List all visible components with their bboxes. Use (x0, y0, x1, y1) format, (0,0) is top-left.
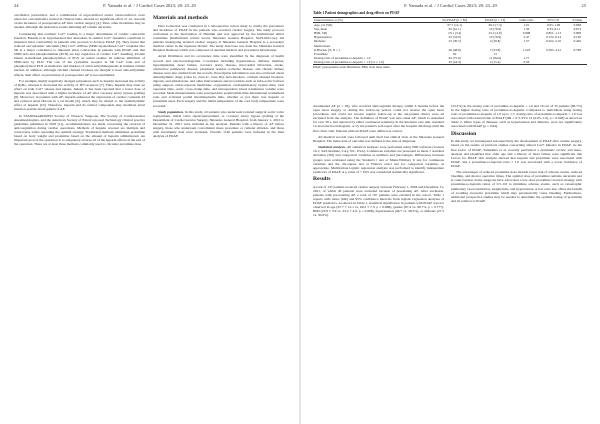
header-cell: Characteristics, n (%) (313, 17, 433, 22)
paragraph: The advantages of reduced protamine dose include lower risk of adverse events, reduced bleeding, and shorter operative times. The optimal dose of protamine remains uncertain and is controversial. Some surgeons have advocated a low-dose protamine reversal strategy with protamine-to-heparin ratios of 0.5–0.6 to minimize adverse events, such as catastrophic pulmonary vasoconstriction, anaphylaxis, and hypotension. A low ratio also offers the benefit of avoiding excessive protamine which may paradoxically cause bleeding. Furthermore, additional prospective studies may be needed to determine the optimal dosing of protamine and its relation to POAF. (451, 170, 582, 203)
section-heading-results: Results (313, 176, 331, 183)
table-cell: 23.1 (3.4) (448, 31, 462, 36)
table-cell: β-Blocker (Y, N = ) (314, 47, 340, 52)
paragraph: All medical records were followed until their last clinical visit, at the Shizuoka General Hospital. The index date of outcome was defined as the date of diagnosis. (313, 134, 444, 143)
table-cell: 1.57 (523, 39, 530, 44)
table-cell: 0.395–4.12 (546, 47, 561, 52)
right-column-1 (313, 104, 444, 220)
table-footnote: POAF, postoperative atrial fibrillation; BMI, body mass index. (313, 65, 391, 69)
table-cell: 65 (61.1) (448, 27, 461, 32)
table-cell (540, 60, 568, 65)
header-cell: POAF (n = 13) (477, 17, 513, 22)
table-cell: Hypertension (314, 35, 332, 40)
subheading-statistical-analysis: Statistical analysis. (318, 145, 346, 150)
table-cell: 0.668 (573, 23, 581, 28)
table-cell (568, 60, 587, 65)
table-cell: 82 (453, 51, 457, 56)
section-heading-discussion: Discussion (451, 130, 477, 137)
section-heading-methods: Materials and methods (153, 15, 209, 21)
paragraph-body: In this study, all patients who underwent isolated surgical aortic valve replacement, mitral valve repair/replacement, or coronary artery bypass grafting at the Department of Cardiovascular Surgery, Shizuoka General Hospital, from January 1, 2015 to December 31, 2021 were included in the analysis. Patients with a history of AF before surgery, those who underwent concomitant maze procedure or catheter ablation, and those with incomplete data were excluded. Overall, 1140 patients were included in the final analysis of POAF. (153, 109, 284, 139)
paragraph: Data Collection was conducted in a retrospective cohort study to clarify the prevalence and incidence of POAF in the patients who received cardiac surgery. The study protocol conformed to the Declaration of Helsinki and was approved by the institutional ethics committee (Institutional review board, Shizuoka General Hospital, SGH-2021-xx). All patients undergoing isolated cardiac surgery at Shizuoka General Hospital is a secondary medical center in the Japanese district. The study data base was from the Shizuoka General Hospital Database which was composed of detailed medical and procedural information. (153, 23, 284, 53)
table-cell: Protamine (314, 51, 328, 56)
table-cell: 0.136 (573, 35, 581, 40)
header-cell: P value (568, 17, 587, 22)
paragraph: Atrial fibrillation and its occurrence time were identified by the diagnosis of health records and electrocardiograms. Covariates including hypertension, diabetes mellitus, hyperlipidemia, heart failure, coronary artery disease, myocardial infarction, stroke, obstructive pulmonary disease, peripheral arterial occlusive disease, and chronic kidney disease were also studied from the records. Prescription information was also extracted about antiarrhythmic drugs (class Ia, class Ic, class III), beta-blockers, calcium channel blockers, digoxin, and amiodarone, and other interventions and procedures such as intra-aortic balloon pump support, extracorporeal membrane oxygenation, cardiopulmonary bypass time, total operation time, aortic cross-clamp time, and intraoperative blood transfusion volume were recorded. Main measurements were postoperative prothrombin time-international normalized ratio and activated partial thromboplastin time, whether or not there was heparin or protamine used. Each surgery and the initial temperature of the core body temperature were recorded. (153, 54, 284, 108)
table-1 (313, 11, 587, 70)
paragraph: (33.3%) in the dosing ratio of protamine-to-heparin = 1.0 and 18 out of 35 patients (66.7%) in the higher dosing ratio of protamine-to-heparin. Compared to individuals using dosing ratio of protamine-to-heparin of 1.0 up to 1.7, dosing ratio of protamine-to-heparin < 1.0 was associated with reduced risk of POAF (OR = 0.3, 95% CI (0.05–1.0), p = 0.048) as shown in Table 2. Other types of diseases, such as hypertension and diabetes, were not significantly associated with POAF (p = 0.64). (451, 104, 582, 129)
header-cell: 95% CI† (540, 17, 568, 22)
paragraph (153, 110, 284, 139)
paragraph: documented AF (n = 40), who received anticoagulant therapy within 6 months before the open heart surgery or during the follow-up period, could not receive the open heart procedures, and could not receive regular follow-up at the out-patient clinics were all excluded from the analysis. The definition of POAF was new-onset AF, which is sustained for over 30 s, and detected by either continuous telemetry in the intensive care unit, standard 12-lead electrocardiogram, or by the patient's self-report after the hospital discharge until the first clinic visit. Patients without POAF were defined as control. (313, 104, 444, 133)
table-cell: 62 (75.6) (448, 55, 461, 60)
right-column-2 (451, 104, 582, 205)
table-cell: 11 (84.6) (489, 55, 502, 60)
header-cell: Odds ratio (513, 17, 539, 22)
table-cell: BMI, SD) (314, 31, 328, 36)
table-cell: 1.01 (523, 23, 530, 28)
paragraph-body: All statistical analyses were performed using JMP software (version 16.1; SAS Institute, Cary, NC, USA). Continuous variables are presented as mean ± standard deviation (SD) and categorical variables as numbers and percentages. Differences between groups were evaluated using the Student's t test or Mann-Whitney U test for continuous variables and the chi-square test or Fisher's exact test for categorical variables, as appropriate. Multivariate logistic regression analysis was performed to identify independent predictors of POAF. A p value of < 0.05 was considered statistically significant. (313, 145, 444, 174)
table-cell: 0.998 (522, 31, 531, 36)
table-cell: 2 (15.4) (477, 60, 513, 65)
table-cell: 67.7 (12.1) (447, 23, 462, 28)
table-cell: Age, yrs (SD) (314, 23, 333, 28)
table-cell: 0.908 (573, 31, 581, 36)
table-cell: 1.36 (523, 27, 530, 32)
table-cell: 2.47 (523, 35, 530, 40)
table-cell: 45 (54.9) (448, 35, 461, 40)
table-cell: Medications (314, 43, 331, 48)
paragraph: For example, highly negatively charged polyanions such as heparin increased the activity of RyRs, whereas it decreased the activity of IP3 receptors [7]. Thus, heparin may exert an effect on both Ca2+ release and uptake. Indeed, it has been reported that a lower dose of heparin was associated with a higher incidence of AF after coronary artery bypass grafting [8]. Moreover, in patients with AF, heparin enhanced the expression of cardiac connexin 43 and reduced atrial fibrosis in a rat model [9], which may be related to the antiarrhythmic effect of heparin [10]. Therefore, heparin and its related compounds may modulate atrial function and the development of AF. (14, 78, 145, 112)
table-cell: 4 (30.8) (489, 39, 501, 44)
paragraph: A total of 147 patients received cardiac surgery between February 1, 2004 and December 31, 2021, of which 40 patients were excluded because of preexisting AF. After exclusion, patients with pre-existing AF, a total of 107 patients were enrolled in the cohort. Table 1 reports odds ratios (OR) and 95% confidence intervals from logistic regression analyses of POAF predictors. As shown in Table 1, statistical significance in patients with POAF was not observed in age (67.7 ± 12.1 vs. 69.2 ± 7.3, p = 0.668), gender (67.4 vs. 66.7%, p = 0.777), BMI (23.8 ± 3.9 vs. 23.2 ± 4.9, p = 0.908), hypertension (48.7 vs. 48.3%), or diabetes (27.5 vs. 30.8%). (313, 184, 444, 218)
paragraph: In STANDAARDIZED Society of Thoracic Surgeons, The Society of Cardiovascular Anesthesiologists, and the American Society of ExtraCorporeal Technology clinical practice guidelines published in 2018 [11], recommendations are made concerning the reversal of anticoagulation during cardiac operations. Methods of heparin reversal are multiple and controversy exists regarding the optimal strategy. Traditional methods administer protamine based on body weight and protamine based on the amount of heparin administered. An important goal of the operation is to adequately reverse all of the heparin effects at the end of the operation. There are at least three methods commonly used to calculate protamine dose. (14, 113, 145, 147)
running-title: F. Yamada et al. / J Cardiol Cases 2023; 28: 23–29 (103, 3, 196, 8)
left-column-2 (153, 13, 284, 141)
table-cell: 23.2 (4.9) (488, 31, 502, 36)
table-row (313, 60, 587, 65)
paragraph (313, 145, 444, 174)
paragraph: In this study, we investigated retrospectively the development of POAF after cardiac surgery, based on the results of previous studies concerning altered Ca2+ kinetics in POAF. As the first factor of POAF, Yamashita et al. recently performed a systematic review and meta-analysis and identified that older age and a history of heart failure were significant risk factors for POAF. Our analysis showed that heparin and protamine were associated with POAF, and a protamine-to-heparin ratio < 1.0 was associated with a lower incidence of POAF. (451, 139, 582, 168)
left-page (0, 0, 299, 424)
paragraph: calcifediol, paricalcitol, and a combination of ergocalciferol and/or cholecalciferol, even when not concomitantly treated in clinical trials, showed no significant effect of 1α- steroids on the incidence of postoperative AF after cardiac surgery [4]. Thus, other modalities may be needed, although the molecular events initiating AF remain uncertain. (14, 13, 145, 30)
table-cell: 7 (53.8) (489, 47, 501, 52)
table-cell: 1.77 (523, 55, 530, 60)
table-cell: 69.2 (7.3) (488, 23, 502, 28)
table-cell: 20 (24.4) (433, 60, 477, 65)
table-cell: 0.851–1.13 (546, 31, 561, 36)
table-cell: 10 (76.9) (489, 35, 502, 40)
demographics-table (313, 17, 587, 65)
table-caption: Table 1 Patient demographics and drug effects on POAF (313, 11, 400, 15)
table-cell: 0.426 (573, 39, 581, 44)
page-number: 25 (581, 3, 586, 8)
page-number: 24 (14, 3, 19, 8)
table-cell: 0.798 (573, 47, 581, 52)
left-column-1 (14, 13, 145, 149)
table-cell: 0.33–6.11 (547, 27, 561, 32)
table-cell: Sex, male (314, 27, 328, 32)
paragraph: Considering that extrinsic Ca2+ loading is a major determinant of cardiac contractile function, Fukuda et al. hypothesized that alterations in cellular Ca2+ dynamics contribute to impaired atrial contractility in patients who proceed to develop POAF [5]. They found that reduced sarcoplasmic reticulum (SR) Ca2+-ATPase (SERCA)-mediated Ca2+ reuptake into SR is a major contributor to impaired atrial contraction in patients with POAF, and that SERCA2a and phospholamban (PLN) are key regulators of cardiac Ca2+ handling. Protein kinase A-mediated phosphorylation of PLN on serine residue 16 relieves inhibition of SERCA2a by PLN. The role of the ryanodine receptor in SR Ca2+ leak and of phosphorylated PLN as mediators and markers of atrial arrhythmogenesis in humans remain unclear. In addition, although calcium channel blockers are thought to have anti-arrhythmic effects, their effect on prevention of postoperative AF is not established. (14, 31, 145, 77)
table-cell: Dosing ratio of protamine-to-heparin = 1.0 (314, 55, 371, 60)
table-cell: 0.56 (513, 60, 539, 65)
table-cell: 10 (76.9) (489, 27, 502, 32)
table-cell: 1.223 (522, 47, 531, 52)
table-cell: 0.722–8.14 (546, 35, 561, 40)
table-cell: Dosing ratio of protamine-to-heparin < 1.0 (vs ≥ 1.0) (313, 60, 433, 65)
subheading-study-population: Study population. (158, 109, 184, 114)
table-cell: 0.95–1.06 (546, 23, 561, 28)
header-cell: No POAF (n = 82) (433, 17, 477, 22)
table-cell: 25 (30.5) (448, 39, 461, 44)
table-cell: 0.673 (573, 27, 581, 32)
table-cell: 40 (48.8) (448, 47, 461, 52)
table-cell: 13 (493, 51, 497, 56)
right-page (301, 0, 600, 424)
table-cell: 0.452–5.10 (546, 39, 561, 44)
table-cell: Diabetes (314, 39, 326, 44)
running-title: F. Yamada et al. / J Cardiol Cases 2023; 28: 23–29 (404, 3, 497, 8)
